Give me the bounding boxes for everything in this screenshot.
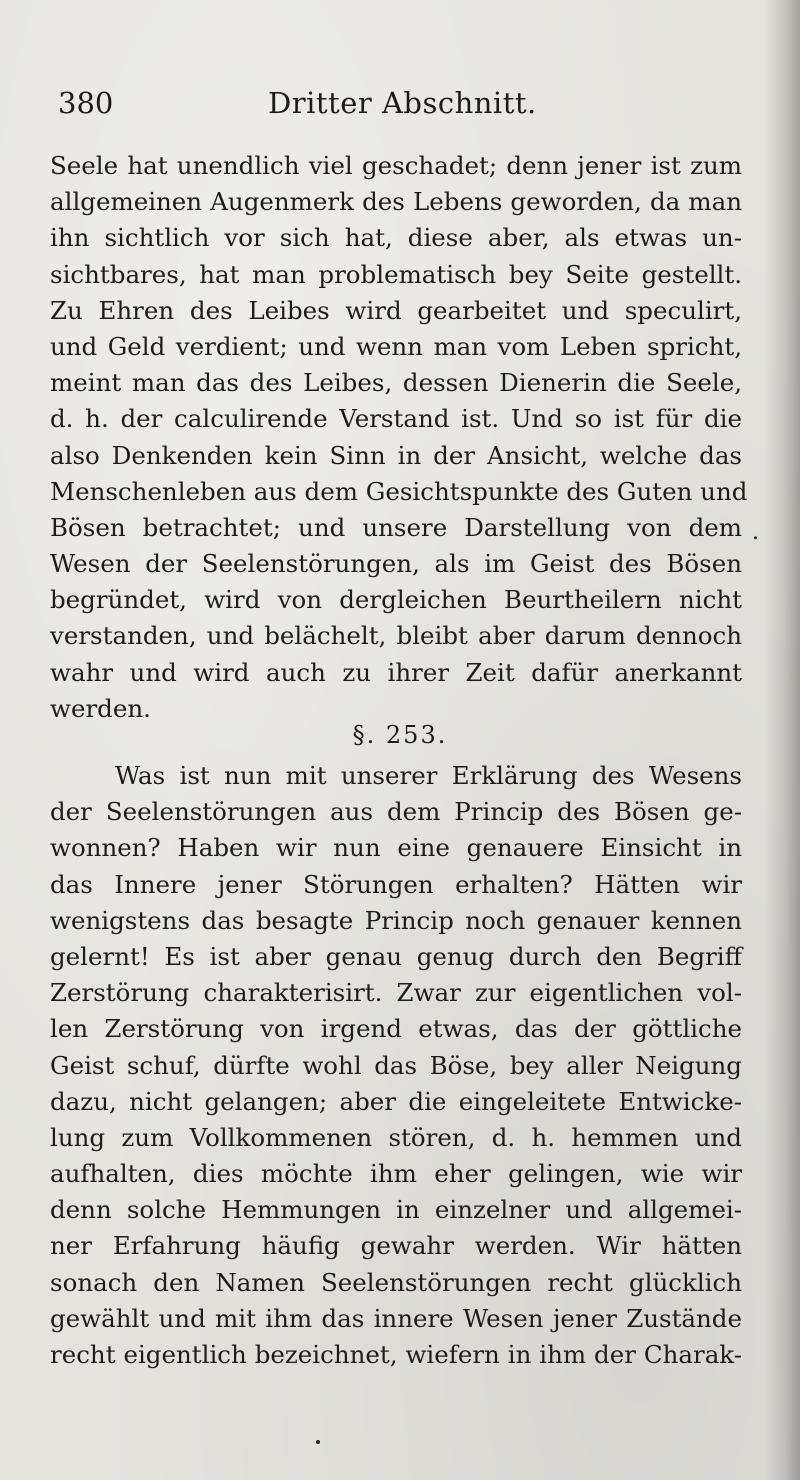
- text-line: verstanden, und belächelt, bleibt aber darum dennoch: [50, 621, 742, 651]
- text-line: Geist schuf, dürfte wohl das Böse, bey aller Neigung: [50, 1050, 742, 1080]
- text-line: und Geld verdient; und wenn man vom Leben spricht,: [50, 331, 742, 361]
- text-line: wenigstens das besagte Princip noch genauer kennen: [50, 905, 742, 935]
- text-line: begründet, wird von dergleichen Beurtheilern nicht: [50, 585, 742, 615]
- text-line: das Innere jener Störungen erhalten? Hätten wir: [50, 869, 742, 899]
- text-line: wonnen? Haben wir nun eine genauere Einsicht in: [50, 833, 742, 863]
- text-line: dazu, nicht gelangen; aber die eingeleitete Entwicke-: [50, 1086, 742, 1116]
- page-number: 380: [58, 86, 114, 120]
- text-line: lung zum Vollkommenen stören, d. h. hemmen und: [50, 1122, 742, 1152]
- text-line: gewählt und mit ihm das innere Wesen jener Zustände: [50, 1303, 742, 1333]
- text-line: wahr und wird auch zu ihrer Zeit dafür anerkannt: [50, 657, 742, 687]
- running-head: Dritter Abschnitt.: [268, 86, 537, 120]
- paragraph-1: [50, 148, 748, 727]
- text-line: Zu Ehren des Leibes wird gearbeitet und speculirt,: [50, 295, 742, 325]
- text-line: meint man das des Leibes, dessen Dienerin die Seele,: [50, 368, 742, 398]
- margin-mark: .: [752, 520, 759, 545]
- section-heading: §. 253.: [352, 721, 448, 749]
- page-header: [58, 86, 748, 126]
- paragraph-2: [50, 758, 742, 1373]
- text-line: aufhalten, dies möchte ihm eher gelingen, wie wir: [50, 1159, 742, 1189]
- text-line: gelernt! Es ist aber genau genug durch den Begriff: [50, 941, 742, 971]
- text-line: recht eigentlich bezeichnet, wiefern in ihm der Charak-: [50, 1340, 742, 1369]
- text-line: also Denkenden kein Sinn in der Ansicht, welche das: [50, 440, 742, 470]
- ink-speck: [316, 1440, 320, 1444]
- text-line: Bösen betrachtet; und unsere Darstellung von dem: [50, 512, 742, 542]
- text-line: allgemeinen Augenmerk des Lebens geworden, da man: [50, 187, 742, 217]
- text-line: denn solche Hemmungen in einzelner und allgemei-: [50, 1195, 742, 1225]
- text-line: ner Erfahrung häufig gewahr werden. Wir hätten: [50, 1231, 742, 1261]
- text-line: der Seelenstörungen aus dem Princip des Bösen ge-: [50, 797, 742, 827]
- text-line: d. h. der calculirende Verstand ist. Und so ist für die: [50, 404, 742, 434]
- text-line: Seele hat unendlich viel geschadet; denn jener ist zum: [50, 151, 742, 180]
- text-line: sichtbares, hat man problematisch bey Seite gestellt.: [50, 259, 742, 289]
- text-line: ihn sichtlich vor sich hat, diese aber, als etwas un-: [50, 223, 742, 253]
- text-line: Zerstörung charakterisirt. Zwar zur eigentlichen vol-: [50, 978, 742, 1008]
- text-line: werden.: [50, 693, 151, 723]
- text-line: len Zerstörung von irgend etwas, das der göttliche: [50, 1014, 742, 1044]
- text-line: Was ist nun mit unserer Erklärung des Wesens: [115, 761, 742, 790]
- text-line: Wesen der Seelenstörungen, als im Geist des Bösen: [50, 549, 742, 579]
- text-line: Menschenleben aus dem Gesichtspunkte des Guten und: [50, 476, 748, 506]
- text-line: sonach den Namen Seelenstörungen recht glücklich: [50, 1267, 742, 1297]
